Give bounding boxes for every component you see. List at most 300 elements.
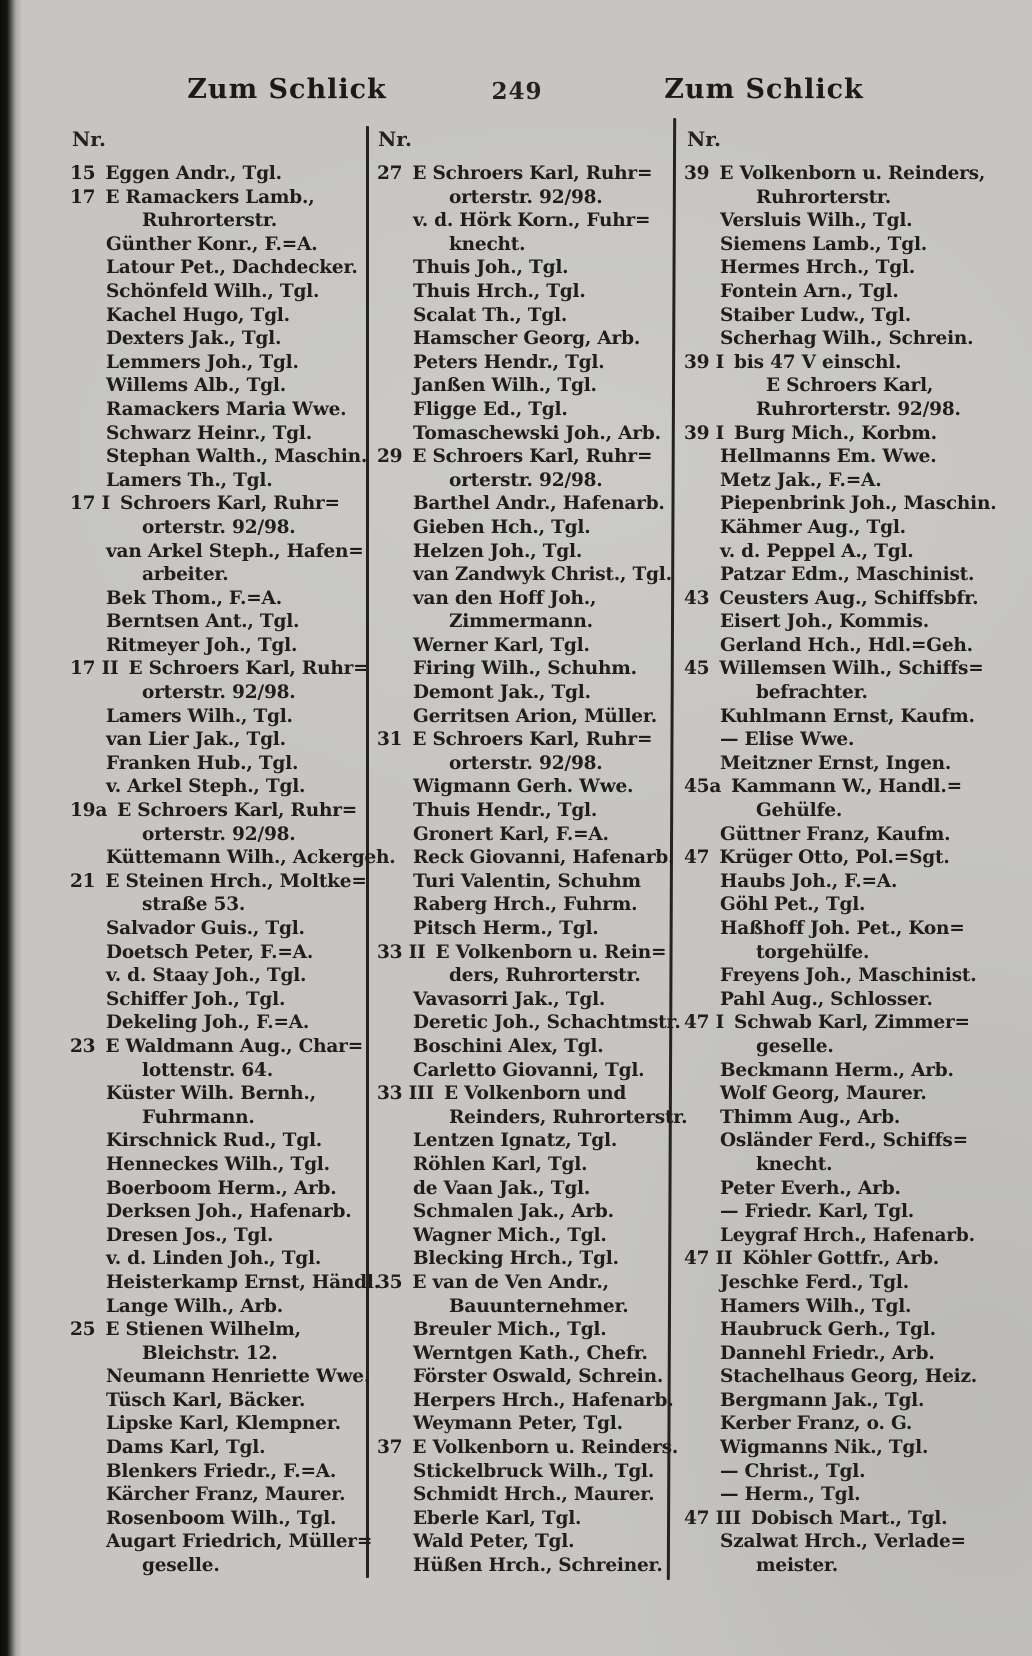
entry-line [377,752,664,776]
entry-line [377,445,664,469]
entry-text: Bleichstr. 12. [142,1342,278,1364]
entry-text: Scalat Th., Tgl. [413,304,568,326]
entry-text: orterstr. 92/98. [142,516,296,538]
entry-line [684,1035,1026,1059]
entry-text: Blenkers Friedr., F.=A. [106,1460,337,1482]
entry-text: Küster Wilh. Bernh., [106,1083,316,1105]
entry-text: Piepenbrink Joh., Maschin. [720,493,997,515]
entry-text: Latour Pet., Dachdecker. [106,257,358,279]
entry-text: Stephan Walth., Maschin. [106,446,368,468]
entry-line [70,1011,370,1035]
entry-line [377,563,672,587]
entry-text: Osländer Ferd., Schiffs= [720,1130,968,1152]
entry-line [684,1200,1026,1224]
entry-text: Fontein Arn., Tgl. [720,280,899,302]
column-3-nr-label: Nr. [687,127,721,151]
entry-text: Willems Alb., Tgl. [106,375,286,397]
entry-line [377,540,664,564]
entry-line [684,1507,1026,1531]
entry-text: Thuis Hrch., Tgl. [413,280,586,302]
entry-text: Herpers Hrch., Hafenarb. [413,1389,674,1411]
house-number: 29 [377,446,403,468]
entry-line [684,1011,1026,1035]
entry-text: Berntsen Ant., Tgl. [106,611,300,633]
entry-text: Leygraf Hrch., Hafenarb. [720,1224,975,1246]
entry-text: Dexters Jak., Tgl. [106,328,282,350]
entry-line [377,1271,664,1295]
entry-line [70,728,370,752]
entry-line [684,209,1026,233]
entry-line [684,516,1026,540]
entry-line [70,492,370,516]
house-number: 45a [684,776,722,798]
entry-text: Reck Giovanni, Hafenarb. [413,847,675,869]
entry-text: Derksen Joh., Hafenarb. [106,1201,352,1223]
entry-line [684,752,1026,776]
entry-line [70,256,370,280]
entry-text: Haßhoff Joh. Pet., Kon= [720,918,965,939]
entry-line [684,1177,1026,1201]
entry-line [684,1554,1026,1578]
entry-text: E Schroers Karl, Ruhr= [412,729,653,751]
house-number: 43 [684,587,710,609]
entry-text: Freyens Joh., Maschinist. [720,965,977,987]
entry-text: Krüger Otto, Pol.=Sgt. [719,847,950,869]
entry-text: Siemens Lamb., Tgl. [720,233,928,255]
entry-text: Heisterkamp Ernst, Händl. [106,1271,380,1293]
entry-line [684,1318,1026,1342]
entry-line [377,941,667,965]
entry-text: Kähmer Aug., Tgl. [720,516,906,538]
entry-text: Ruhrorterstr. [142,210,278,232]
entry-text: Peter Everh., Arb. [720,1177,901,1199]
entry-line [377,799,664,823]
entry-text: Franken Hub., Tgl. [106,752,299,774]
entry-text: Dobisch Mart., Tgl. [750,1507,948,1529]
entry-line [377,374,664,398]
entry-text: Hüßen Hrch., Schreiner. [413,1555,663,1577]
entry-text: Kärcher Franz, Maurer. [106,1484,346,1506]
entry-line [684,327,1026,351]
entry-line [684,728,1026,752]
entry-line [70,917,370,941]
entry-line [70,422,370,446]
entry-line [377,1507,664,1531]
entry-line [70,1106,370,1130]
entry-text: E Steinen Hrch., Moltke= [105,870,367,892]
entry-text: Ramackers Maria Wwe. [106,398,347,420]
entry-text: Neumann Henriette Wwe. [106,1366,371,1388]
entry-text: Schroers Karl, Ruhr= [120,493,340,515]
entry-line [377,587,664,611]
entry-text: Carletto Giovanni, Tgl. [413,1059,645,1081]
entry-text: Gronert Karl, F.=A. [413,823,609,845]
entry-text: Pitsch Herm., Tgl. [413,918,599,939]
entry-text: knecht. [449,233,526,255]
entry-text: Firing Wilh., Schuhm. [413,658,637,680]
entry-line [377,657,664,681]
entry-text: orterstr. 92/98. [449,469,603,491]
entry-text: Dams Karl, Tgl. [106,1437,266,1459]
entry-text: Augart Friedrich, Müller= [106,1531,373,1553]
entry-text: v. d. Hörk Korn., Fuhr= [413,210,651,232]
entry-text: Lamers Th., Tgl. [106,469,273,491]
entry-text: Boschini Alex, Tgl. [413,1035,604,1057]
entry-text: Helzen Joh., Tgl. [413,540,583,562]
entry-line [377,1436,679,1460]
entry-line [684,1436,1026,1460]
entry-line [377,1106,688,1130]
entry-text: Thimm Aug., Arb. [720,1106,901,1128]
entry-line [70,469,370,493]
entry-line [70,280,370,304]
entry-line [377,964,664,988]
entry-text: Fligge Ed., Tgl. [413,398,568,420]
entry-text: Peters Hendr., Tgl. [413,351,605,373]
entry-line [684,1460,1026,1484]
entry-text: Boerboom Herm., Arb. [106,1177,337,1199]
entry-text: Thuis Hendr., Tgl. [413,800,598,822]
house-number: 47 [684,847,710,869]
entry-line [684,1271,1026,1295]
entry-line [70,540,370,564]
entry-line [684,304,1026,328]
entry-line [70,587,370,611]
entry-line [377,1318,664,1342]
entry-text: Stachelhaus Georg, Heiz. [720,1366,978,1388]
entry-line [70,1554,370,1578]
entry-line [684,1224,1026,1248]
entry-line [70,186,370,210]
entry-line [377,1389,674,1413]
entry-text: Haubs Joh., F.=A. [720,870,898,892]
entry-line [377,705,664,729]
entry-text: torgehülfe. [756,941,870,963]
entry-line [684,1365,1026,1389]
book-binding-edge [0,0,22,1656]
entry-line [377,634,664,658]
entry-line [70,1295,370,1319]
entry-line [684,1247,1026,1271]
entry-text: Schwarz Heinr., Tgl. [106,422,312,444]
entry-text: Turi Valentin, Schuhm [413,870,641,892]
entry-line [684,681,1026,705]
entry-text: v. d. Peppel A., Tgl. [720,540,914,562]
entry-line [377,1059,664,1083]
entry-line [70,398,370,422]
entry-text: — Christ., Tgl. [720,1460,866,1482]
entries-column-3 [684,162,1026,1578]
entry-line [70,799,370,823]
entry-line [70,964,370,988]
entry-line [684,162,1026,186]
house-number: 19a [70,800,108,822]
entry-text: E Stienen Wilhelm, [105,1319,301,1341]
entry-text: Wigmann Gerh. Wwe. [413,776,634,798]
entry-line [70,162,370,186]
entry-text: straße 53. [142,894,246,916]
entry-text: Röhlen Karl, Tgl. [413,1153,588,1175]
entry-text: Kammann W., Handl.= [731,776,962,798]
entry-line [377,1460,664,1484]
entry-line [70,1153,370,1177]
entry-text: Eggen Andr., Tgl. [105,163,282,184]
entry-line [377,1153,664,1177]
entry-line [70,705,370,729]
entry-text: Szalwat Hrch., Verlade= [720,1531,966,1553]
entry-text: Schmidt Hrch., Maurer. [413,1484,655,1506]
entry-line [684,917,1026,941]
entry-text: Willemsen Wilh., Schiffs= [719,658,984,680]
entry-text: van Zandwyk Christ., Tgl. [413,564,672,586]
entry-line [70,1318,370,1342]
entry-line [70,1389,370,1413]
house-number: 25 [70,1319,96,1341]
entry-text: Bauunternehmer. [449,1295,629,1317]
entry-line [70,351,370,375]
entry-text: Göhl Pet., Tgl. [720,894,866,916]
entry-line [377,469,664,493]
entry-text: van Arkel Steph., Hafen= [106,540,364,562]
entry-text: Barthel Andr., Hafenarb. [413,493,665,515]
entry-text: Blecking Hrch., Tgl. [413,1248,619,1270]
entry-text: Stickelbruck Wilh., Tgl. [413,1460,655,1482]
entry-text: knecht. [756,1153,833,1175]
entry-line [70,823,370,847]
entry-line [70,304,370,328]
entry-text: Ruhrorterstr. 92/98. [756,398,961,420]
entry-text: orterstr. 92/98. [449,752,603,774]
entry-text: ders, Ruhrorterstr. [449,965,641,987]
entry-line [684,469,1026,493]
entry-line [70,1507,370,1531]
entry-text: v. d. Linden Joh., Tgl. [106,1248,322,1270]
entry-text: Gieben Hch., Tgl. [413,516,591,538]
house-number: 17 [70,186,96,208]
entry-text: Raberg Hrch., Fuhrm. [413,894,638,916]
entry-text: Gerland Hch., Hdl.=Geh. [720,634,973,656]
house-number: 45 [684,658,710,680]
entry-text: E Volkenborn u. Rein= [435,941,667,963]
entry-line [684,1059,1026,1083]
entry-text: Schönfeld Wilh., Tgl. [106,280,320,302]
entry-text: E Schroers Karl, Ruhr= [412,163,653,184]
entry-line [377,681,664,705]
entry-text: Wagner Mich., Tgl. [413,1224,607,1246]
entry-line [70,1342,370,1366]
entry-line [684,705,1026,729]
entry-line [684,846,1026,870]
entry-text: Kachel Hugo, Tgl. [106,304,290,326]
entry-text: van Lier Jak., Tgl. [106,729,286,751]
entry-line [684,1129,1026,1153]
entry-text: Günther Konr., F.=A. [106,233,318,255]
house-number: 35 [377,1271,403,1293]
entry-line [377,1200,664,1224]
entry-line [70,1129,370,1153]
entry-line [70,870,370,894]
entry-text: Meitzner Ernst, Ingen. [720,752,952,774]
entry-line [70,941,370,965]
column-2-nr-label: Nr. [378,127,412,151]
entry-text: Vavasorri Jak., Tgl. [413,988,606,1010]
house-number: 47 II [684,1248,733,1270]
entry-text: lottenstr. 64. [142,1059,273,1081]
entry-line [377,1082,664,1106]
house-number: 21 [70,870,96,892]
entry-line [684,1153,1026,1177]
entry-text: Lentzen Ignatz, Tgl. [413,1130,618,1152]
house-number: 31 [377,729,403,751]
entry-line [377,846,675,870]
house-number: 27 [377,163,403,184]
entry-text: Weymann Peter, Tgl. [413,1413,623,1435]
entry-line [377,233,664,257]
entry-text: Henneckes Wilh., Tgl. [106,1153,330,1175]
entry-line [70,1436,370,1460]
entry-line [684,610,1026,634]
entry-text: E Ramackers Lamb., [105,186,315,208]
house-number: 37 [377,1437,403,1459]
entry-line [684,445,1026,469]
entry-line [70,775,370,799]
entry-line [684,1483,1026,1507]
entry-text: Pahl Aug., Schlosser. [720,988,933,1010]
entry-text: E van de Ven Andr., [412,1271,609,1293]
running-head-right: Zum Schlick [664,74,864,105]
entry-text: Dekeling Joh., F.=A. [106,1012,310,1034]
entry-line [684,422,1026,446]
entry-line [377,610,664,634]
entry-text: Lamers Wilh., Tgl. [106,705,293,727]
entry-text: Kirschnick Rud., Tgl. [106,1130,323,1152]
entry-line [377,327,664,351]
entry-line [684,1412,1026,1436]
entry-line [684,823,1026,847]
entry-text: Ritmeyer Joh., Tgl. [106,634,298,656]
house-number: 39 I [684,351,725,373]
entry-line [70,610,370,634]
entry-text: Dannehl Friedr., Arb. [720,1342,935,1364]
entry-line [377,1247,664,1271]
entry-text: Schiffer Joh., Tgl. [106,988,286,1010]
entry-line [377,823,664,847]
entry-text: geselle. [142,1555,220,1577]
entry-text: Lange Wilh., Arb. [106,1295,283,1317]
entry-text: Bergmann Jak., Tgl. [720,1389,925,1411]
entry-text: orterstr. 92/98. [449,186,603,208]
entry-text: — Elise Wwe. [720,729,855,751]
entry-text: geselle. [756,1035,834,1057]
entry-line [70,563,370,587]
entry-text: Werner Karl, Tgl. [413,634,590,656]
entry-text: Rosenboom Wilh., Tgl. [106,1507,337,1529]
house-number: 17 II [70,658,119,680]
entry-text: Janßen Wilh., Tgl. [413,375,597,397]
entry-text: Deretic Joh., Schachtmstr. [413,1012,681,1034]
entry-text: Hermes Hrch., Tgl. [720,257,916,279]
entry-text: Küttemann Wilh., Ackergeh. [106,847,396,869]
entry-line [70,752,370,776]
entry-line [377,893,664,917]
entry-line [70,988,370,1012]
entry-line [70,209,370,233]
entry-text: — Herm., Tgl. [720,1484,861,1506]
house-number: 39 I [684,422,725,444]
entry-text: Hamers Wilh., Tgl. [720,1295,912,1317]
entry-line [70,681,370,705]
entry-line [377,1177,664,1201]
entry-line [70,1177,370,1201]
entry-text: Güttner Franz, Kaufm. [720,823,951,845]
entry-text: Tüsch Karl, Bäcker. [106,1389,306,1411]
entry-text: Eberle Karl, Tgl. [413,1507,582,1529]
entry-text: E Schroers Karl, Ruhr= [128,658,369,680]
entry-line [377,1554,664,1578]
entry-line [684,563,1026,587]
house-number: 23 [70,1035,96,1057]
entry-text: E Schroers Karl, Ruhr= [117,800,358,822]
entry-text: Tomaschewski Joh., Arb. [413,422,661,444]
entry-line [70,1271,380,1295]
entry-line [377,1530,664,1554]
entry-line [684,280,1026,304]
entry-line [70,1224,370,1248]
entry-line [70,516,370,540]
entry-text: Ruhrorterstr. [756,186,892,208]
entry-line [70,233,370,257]
entry-text: de Vaan Jak., Tgl. [413,1177,591,1199]
entry-line [377,351,664,375]
running-head-left: Zum Schlick [187,74,387,105]
entry-text: E Waldmann Aug., Char= [105,1035,363,1057]
entry-line [684,1082,1026,1106]
entry-text: Staiber Ludw., Tgl. [720,304,911,326]
entry-line [377,1483,664,1507]
entry-line [684,1106,1026,1130]
entry-text: Lipske Karl, Klempner. [106,1413,341,1435]
entry-line [377,1412,664,1436]
entry-text: Demont Jak., Tgl. [413,682,591,704]
entry-text: orterstr. 92/98. [142,682,296,704]
column-1-nr-label: Nr. [72,127,106,151]
entry-line [377,870,664,894]
entry-line [377,1011,681,1035]
entry-line [377,256,664,280]
entry-text: bis 47 V einschl. [734,351,902,373]
entry-line [70,1460,370,1484]
entry-text: arbeiter. [142,564,229,586]
entry-text: Fuhrmann. [142,1106,255,1128]
entry-line [684,799,1026,823]
entry-line [377,728,664,752]
entry-line [377,304,664,328]
entry-line [70,1059,370,1083]
entry-line [70,445,370,469]
entry-line [377,1224,664,1248]
entry-line [70,1365,370,1389]
entry-line [70,1247,370,1271]
entry-line [684,233,1026,257]
entry-text: Köhler Gottfr., Arb. [742,1248,939,1270]
entry-text: E Schroers Karl, [766,375,934,397]
entry-text: Kuhlmann Ernst, Kaufm. [720,705,975,727]
entry-line [377,492,664,516]
entry-text: Haubruck Gerh., Tgl. [720,1319,936,1341]
entry-line [684,1295,1026,1319]
entry-text: meister. [756,1555,838,1577]
entry-line [377,162,664,186]
